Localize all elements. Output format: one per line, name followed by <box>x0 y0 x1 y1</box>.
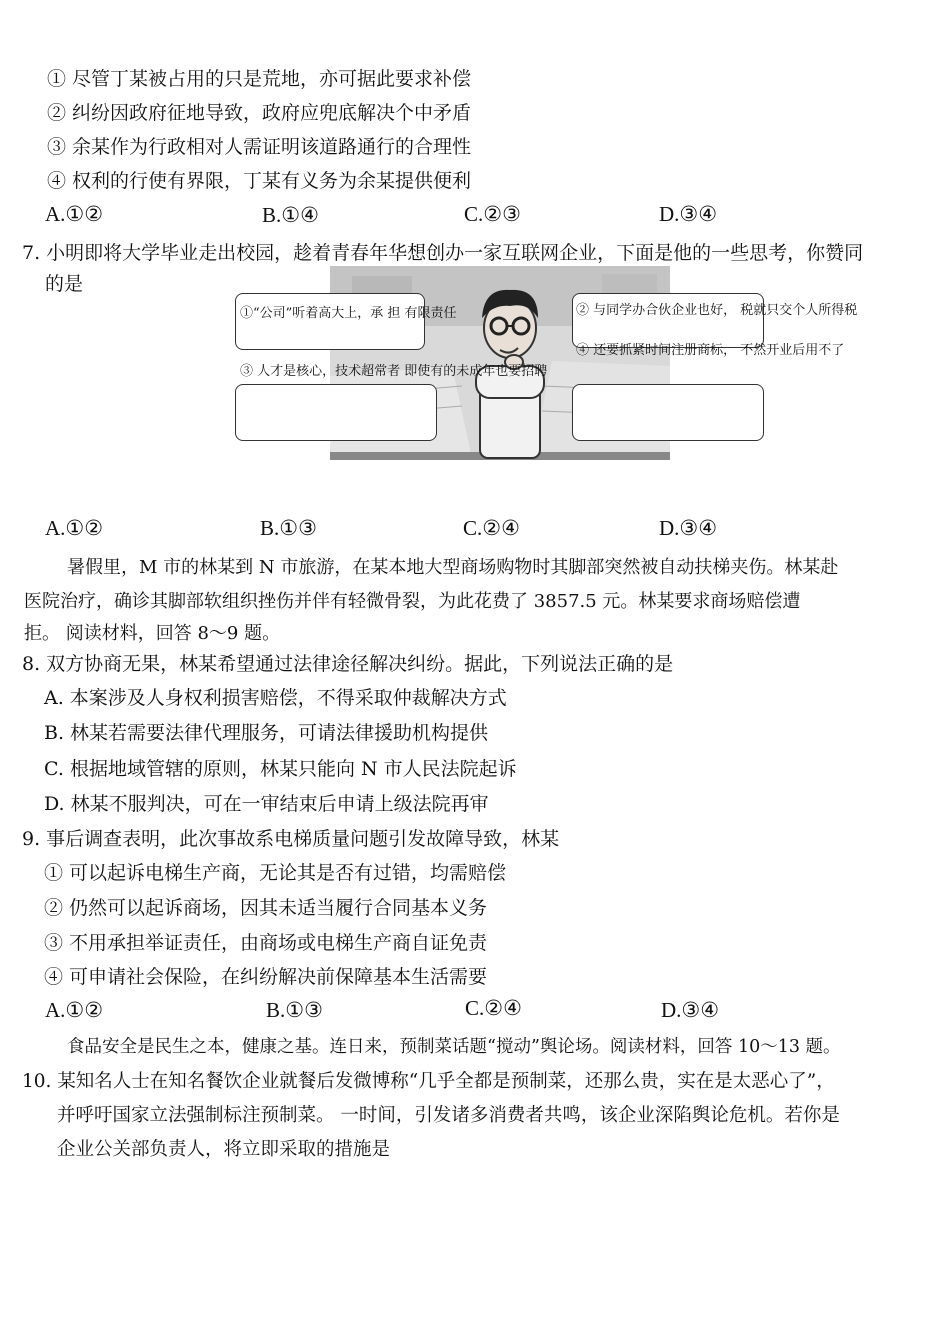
q8-choice-a: A. 本案涉及人身权利损害赔偿，不得采取仲裁解决方式 <box>44 687 507 709</box>
q6-option-d: D.③④ <box>659 202 718 226</box>
q7-option-d: D.③④ <box>659 516 718 540</box>
material-8-9-line-3: 拒。 阅读材料，回答 8～9 题。 <box>24 623 281 644</box>
q6-option-b: B.①④ <box>262 203 319 227</box>
q6-statement-2: ② 纠纷因政府征地导致，政府应兜底解决个中矛盾 <box>47 102 472 124</box>
q7-bubble-4: ④ 还要抓紧时间注册商标， 不然开业后用不了 <box>576 343 845 358</box>
q7-illustration <box>232 266 858 464</box>
speech-box-3 <box>235 384 437 441</box>
q9-statement-4: ④ 可申请社会保险，在纠纷解决前保障基本生活需要 <box>44 966 488 988</box>
q9-statement-2: ② 仍然可以起诉商场，因其未适当履行合同基本义务 <box>44 897 488 919</box>
q7-option-a: A.①② <box>45 516 104 540</box>
q7-stem-line-2: 的是 <box>45 273 84 295</box>
q9-option-c: C.②④ <box>465 996 522 1020</box>
q7-bubble-2: ② 与同学办合伙企业也好， 税就只交个人所得税 <box>576 303 858 318</box>
q6-statement-1: ① 尽管丁某被占用的只是荒地，亦可据此要求补偿 <box>47 68 472 90</box>
q10-line-2: 并呼吁国家立法强制标注预制菜。 一时间，引发诸多消费者共鸣，该企业深陷舆论危机。若你是 <box>57 1105 840 1126</box>
q9-statement-1: ① 可以起诉电梯生产商，无论其是否有过错，均需赔偿 <box>44 862 507 884</box>
q10-line-3: 企业公关部负责人，将立即采取的措施是 <box>57 1139 391 1160</box>
material-8-9-line-2: 医院治疗，确诊其脚部软组织挫伤并伴有轻微骨裂，为此花费了 3857.5 元。林某要求商场赔偿遭 <box>24 591 801 612</box>
q6-statement-3: ③ 余某作为行政相对人需证明该道路通行的合理性 <box>47 136 472 158</box>
q8-choice-b: B. 林某若需要法律代理服务，可请法律援助机构提供 <box>44 722 489 744</box>
speech-box-2 <box>572 293 764 348</box>
material-8-9-line-1: 暑假里，M 市的林某到 N 市旅游，在某本地大型商场购物时其脚部突然被自动扶梯夹伤。林某赴 <box>67 557 839 578</box>
q7-bubble-1: ①“公司”听着高大上，承 担 有限责任 <box>240 306 457 321</box>
q9-option-d: D.③④ <box>661 998 720 1022</box>
q9-stem: 9. 事后调查表明，此次事故系电梯质量问题引发故障导致，林某 <box>22 828 560 850</box>
q6-option-a: A.①② <box>45 202 104 226</box>
q7-bubble-3: ③ 人才是核心，技术超常者 即使有的未成年也要招聘 <box>240 364 548 379</box>
q9-option-b: B.①③ <box>266 998 323 1022</box>
q8-choice-c: C. 根据地域管辖的原则，林某只能向 N 市人民法院起诉 <box>44 758 517 780</box>
q7-option-b: B.①③ <box>260 516 317 540</box>
q7-option-c: C.②④ <box>463 516 520 540</box>
q7-stem-line-1: 7. 小明即将大学毕业走出校园，趁着青春年华想创办一家互联网企业，下面是他的一些思考，你赞同 <box>22 242 864 264</box>
speech-box-4 <box>572 384 764 441</box>
q8-stem: 8. 双方协商无果，林某希望通过法律途径解决纠纷。据此，下列说法正确的是 <box>22 653 674 675</box>
q6-statement-4: ④ 权利的行使有界限，丁某有义务为余某提供便利 <box>47 170 472 192</box>
q8-choice-d: D. 林某不服判决，可在一审结束后申请上级法院再审 <box>44 793 489 815</box>
q9-statement-3: ③ 不用承担举证责任，由商场或电梯生产商自证免责 <box>44 932 488 954</box>
q9-option-a: A.①② <box>45 998 104 1022</box>
q6-option-c: C.②③ <box>464 202 521 226</box>
material-10-13: 食品安全是民生之本，健康之基。连日来，预制菜话题“搅动”舆论场。阅读材料，回答 10～13 题。 <box>67 1037 841 1057</box>
q10-line-1: 10. 某知名人士在知名餐饮企业就餐后发微博称“几乎全都是预制菜，还那么贵，实在是太恶心了”， <box>22 1071 835 1092</box>
